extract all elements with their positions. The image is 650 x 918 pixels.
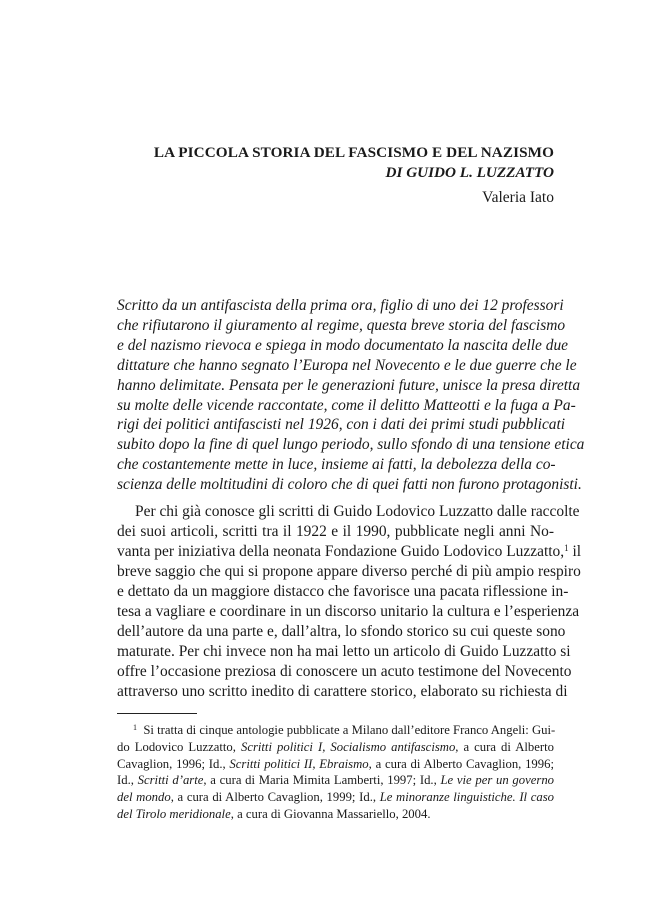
footnote-text: , a cura di Alberto Cavaglion, 1999; Id., xyxy=(170,790,380,805)
book-title: Scritti politici II, Ebraismo xyxy=(229,756,369,771)
abstract-line: Scritto da un antifascista della prima ora, figlio di uno dei 12 professori xyxy=(117,297,564,314)
footnote-text: , a cura di Maria Mimita Lamberti, 1997; Id., xyxy=(203,773,441,788)
book-title: del Tirolo meridionale xyxy=(117,806,231,821)
book-title: del mondo xyxy=(117,790,171,805)
book-title: Scritti politici I, Socialismo antifascismo xyxy=(240,739,456,754)
body-line: breve saggio che qui si propone appare diverso perché di più ampio respiro xyxy=(117,563,581,580)
body-paragraph xyxy=(117,502,582,702)
body-line-tail: il xyxy=(568,543,582,560)
footnote-text: do Lodovico Luzzatto, xyxy=(117,739,241,754)
author-name: Valeria Iato xyxy=(482,189,554,206)
abstract-line: su molte delle vicende raccontate, come il delitto Matteotti e la fuga a Pa- xyxy=(117,396,576,414)
abstract-line: che costantemente mette in luce, insieme ai fatti, la debolezza della co- xyxy=(117,456,556,474)
body-line: maturate. Per chi invece non ha mai letto un articolo di Guido Luzzatto si xyxy=(117,643,571,660)
footnote xyxy=(117,722,554,823)
book-title: Le vie per un governo xyxy=(440,773,555,788)
footnote-text: Id., xyxy=(117,773,138,788)
book-title: Scritti d’arte xyxy=(137,773,204,788)
footnote-separator xyxy=(117,713,197,714)
footnote-text: , a cura di Alberto Cavaglion, 1996; xyxy=(368,756,554,771)
footnote-line xyxy=(117,772,554,789)
footnote-text: , a cura di Giovanna Massariello, 2004. xyxy=(230,806,431,821)
abstract-line: subito dopo la fine di quel lungo periodo, sullo sfondo di una tensione etica xyxy=(117,436,585,454)
article-subtitle: DI GUIDO L. LUZZATTO xyxy=(385,164,554,181)
footnote-text: Cavaglion, 1996; Id., xyxy=(117,756,230,771)
abstract-paragraph xyxy=(117,296,585,495)
article-title-block xyxy=(117,143,554,183)
footnote-line xyxy=(117,739,554,756)
abstract-line: scienza delle moltitudini di coloro che di quei fatti non furono protagonisti. xyxy=(117,476,582,494)
body-line: dei suoi articoli, scritti tra il 1922 e il 1990, pubblicate negli anni No- xyxy=(117,523,554,540)
abstract-line: e del nazismo rievoca e spiega in modo documentato la nascita delle due xyxy=(117,336,569,354)
footnote-line xyxy=(117,722,554,739)
body-line-text: vanta per iniziativa della neonata Fondazione Guido Lodovico Luzzatto, xyxy=(117,543,565,560)
abstract-line: dittature che hanno segnato l’Europa nel Novecento e le due guerre che le xyxy=(117,356,577,374)
footnote-line xyxy=(117,789,554,806)
footnote-reference[interactable]: 1 xyxy=(564,543,569,553)
footnote-number: 1 xyxy=(133,723,137,732)
body-line: e dettato da un maggiore distacco che favorisce una pacata riflessione in- xyxy=(117,583,569,600)
body-line: tesa a vagliare e coordinare in un discorso unitario la cultura e l’esperienza xyxy=(117,603,580,620)
article-title: LA PICCOLA STORIA DEL FASCISMO E DEL NAZISMO xyxy=(153,144,554,161)
abstract-line: rigi dei politici antifascisti nel 1926, con i dati dei primi studi pubblicati xyxy=(117,416,566,434)
abstract-line: hanno delimitate. Pensata per le generazioni future, unisce la presa diretta xyxy=(117,376,581,394)
footnote-text: , a cura di Alberto xyxy=(455,739,554,754)
body-line: attraverso uno scritto inedito di carattere storico, elaborato su richiesta di xyxy=(117,683,568,700)
body-line: dell’autore da una parte e, dall’altra, lo sfondo storico su cui queste sono xyxy=(117,623,566,640)
footnote-text: Si tratta di cinque antologie pubblicate a Milano dall’editore Franco Angeli: Gui- xyxy=(143,723,556,737)
book-title: Le minoranze linguistiche. Il caso xyxy=(379,790,554,805)
body-line xyxy=(117,542,582,562)
abstract-line: che rifiutarono il giuramento al regime, questa breve storia del fascismo xyxy=(117,316,566,334)
body-line: offre l’occasione preziosa di conoscere un acuto testimone del Novecento xyxy=(117,663,572,680)
footnote-line xyxy=(117,756,554,773)
body-line: Per chi già conosce gli scritti di Guido Lodovico Luzzatto dalle raccolte xyxy=(135,503,580,520)
footnote-line xyxy=(117,806,554,823)
